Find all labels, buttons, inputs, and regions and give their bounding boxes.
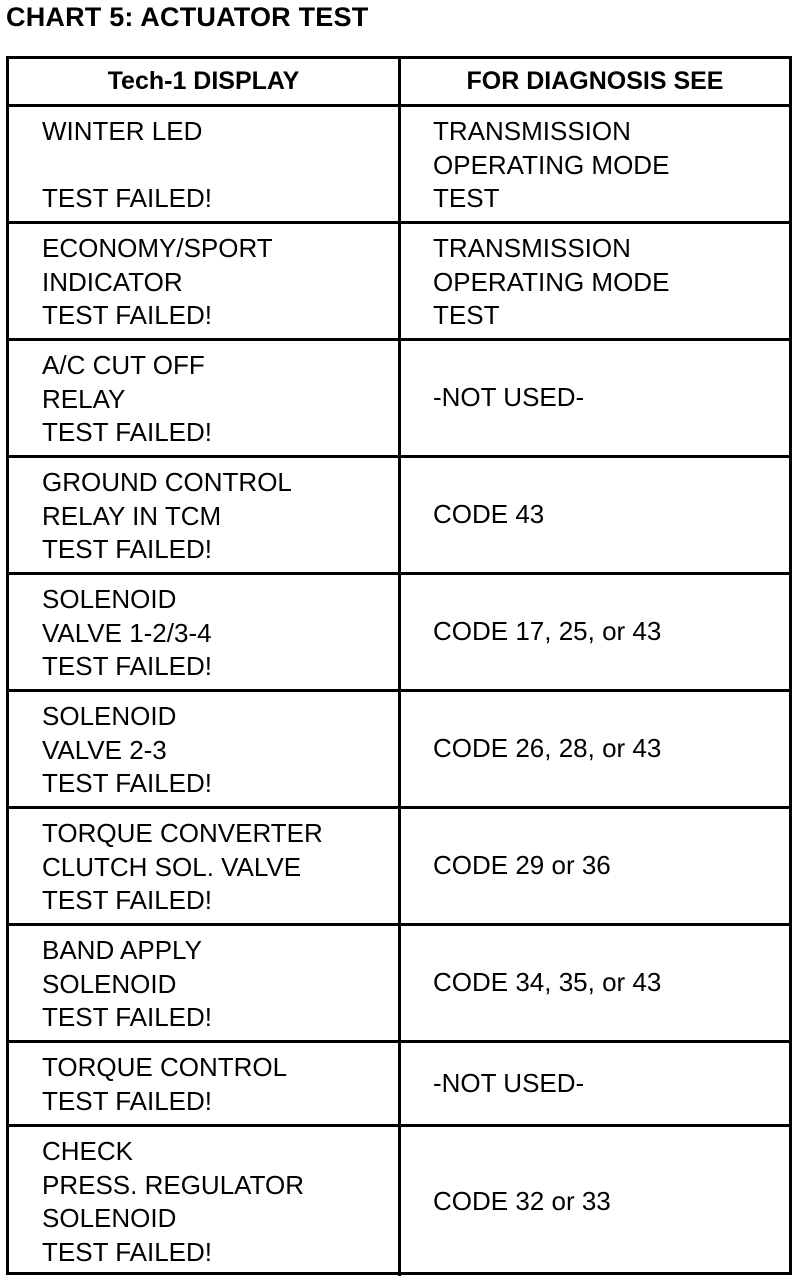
diagnosis-cell: CODE 32 or 33 [433, 1185, 611, 1216]
diagnosis-cell: -NOT USED- [433, 1067, 585, 1098]
display-cell: TORQUE CONVERTER CLUTCH SOL. VALVE TEST FAILED! [9, 809, 401, 923]
table-header [9, 59, 789, 107]
display-cell: CHECK PRESS. REGULATOR SOLENOID TEST FAILED! [9, 1127, 401, 1276]
page-title: CHART 5: ACTUATOR TEST [6, 2, 369, 32]
display-cell: WINTER LED TEST FAILED! [9, 107, 401, 221]
diagnosis-cell: CODE 43 [433, 499, 545, 530]
table-row [9, 926, 789, 1043]
actuator-test-table [6, 56, 792, 1275]
diagnosis-cell: TRANSMISSION OPERATING MODE TEST [433, 233, 670, 330]
display-cell: SOLENOID VALVE 2-3 TEST FAILED! [9, 692, 401, 806]
table-row [9, 575, 789, 692]
display-cell: ECONOMY/SPORT INDICATOR TEST FAILED! [9, 224, 401, 338]
display-cell: BAND APPLY SOLENOID TEST FAILED! [9, 926, 401, 1040]
column-header-diagnosis: FOR DIAGNOSIS SEE [466, 67, 724, 95]
diagnosis-cell: CODE 26, 28, or 43 [433, 733, 662, 764]
display-cell: GROUND CONTROL RELAY IN TCM TEST FAILED! [9, 458, 401, 572]
table-row [9, 224, 789, 341]
diagnosis-cell: CODE 17, 25, or 43 [433, 616, 662, 647]
column-header-display: Tech-1 DISPLAY [9, 59, 401, 104]
display-cell: SOLENOID VALVE 1-2/3-4 TEST FAILED! [9, 575, 401, 689]
diagnosis-cell: CODE 34, 35, or 43 [433, 967, 662, 998]
display-cell: A/C CUT OFF RELAY TEST FAILED! [9, 341, 401, 455]
table-row [9, 458, 789, 575]
diagnosis-cell: TRANSMISSION OPERATING MODE TEST [433, 116, 670, 213]
table-row [9, 809, 789, 926]
table-row [9, 692, 789, 809]
display-cell: TORQUE CONTROL TEST FAILED! [9, 1043, 401, 1124]
table-row [9, 1043, 789, 1127]
diagnosis-cell: -NOT USED- [433, 382, 585, 413]
table-row [9, 1127, 789, 1276]
diagnosis-cell: CODE 29 or 36 [433, 850, 611, 881]
table-row [9, 107, 789, 224]
table-row [9, 341, 789, 458]
